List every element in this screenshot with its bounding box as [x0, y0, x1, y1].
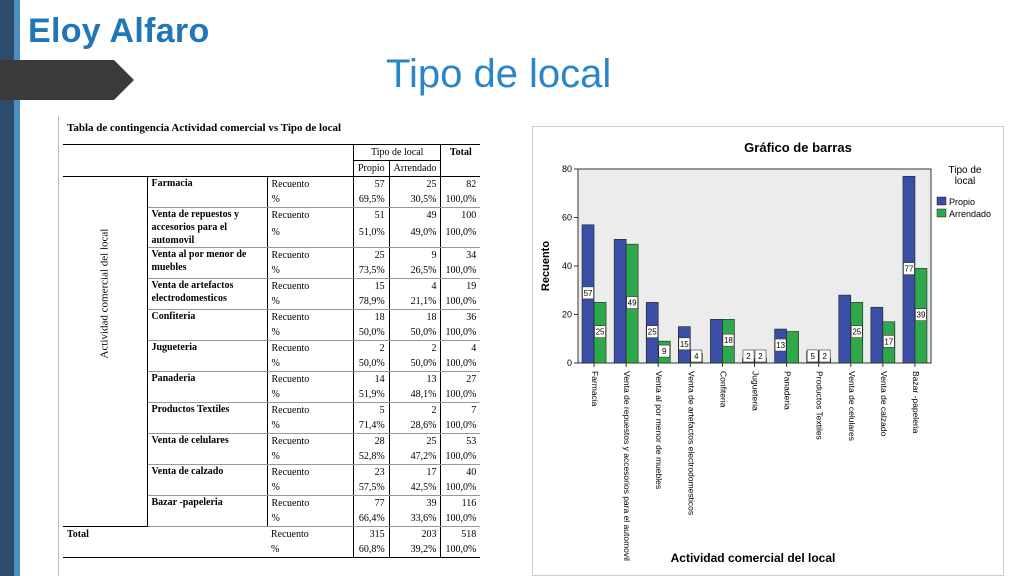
cell-total-count: 36: [441, 310, 480, 326]
row-category: Venta de celulares: [147, 434, 267, 465]
header-blank: [63, 145, 147, 161]
cell-total-pct: 100,0%: [441, 356, 480, 372]
row-label-count: Recuento: [267, 208, 354, 225]
cell-total-pct: 100,0%: [441, 480, 480, 496]
cell-arrendado-pct: 26,5%: [389, 263, 441, 279]
bar-propio: [839, 295, 851, 363]
row-label-pct: %: [267, 480, 354, 496]
cell-propio-pct: 51,9%: [354, 387, 390, 403]
cell-arrendado-pct: 48,1%: [389, 387, 441, 403]
cell-total-count: 82: [441, 177, 480, 193]
cell-total-count: 40: [441, 465, 480, 481]
cell-propio-pct: 78,9%: [354, 294, 390, 310]
row-label-pct: %: [267, 356, 354, 372]
cell-propio-pct: 69,5%: [354, 192, 390, 208]
y-tick-label: 0: [566, 358, 572, 368]
cell-total-count: 518: [441, 527, 480, 543]
row-category: Panaderia: [147, 372, 267, 403]
data-label: 39: [916, 310, 926, 320]
row-label-count: Recuento: [267, 248, 354, 264]
row-label-count: Recuento: [267, 465, 354, 481]
cell-total-pct: 100,0%: [441, 263, 480, 279]
x-tick-label: Farmacia: [590, 371, 601, 407]
row-category: Venta de calzado: [147, 465, 267, 496]
data-label: 18: [723, 336, 733, 346]
cell-propio-pct: 60,8%: [354, 542, 390, 558]
chart-title: Gráfico de barras: [744, 140, 852, 155]
legend-swatch-propio: [937, 197, 946, 205]
y-tick-label: 40: [561, 261, 572, 271]
row-category: Farmacia: [147, 177, 267, 208]
cell-total-count: 34: [441, 248, 480, 264]
data-label: 2: [758, 352, 763, 361]
row-label-pct: %: [267, 449, 354, 465]
cell-propio-count: 14: [374, 374, 385, 385]
row-axis-label: Actividad comercial del local: [98, 228, 111, 359]
legend-label: Propio: [949, 197, 976, 207]
row-label-count: Recuento: [267, 341, 354, 357]
row-axis-cell: [63, 177, 147, 527]
cell-total-pct: 100,0%: [441, 542, 480, 558]
header-blank: [63, 161, 147, 177]
cell-arrendado-pct: 39,2%: [389, 542, 441, 558]
header-blank: [147, 161, 267, 177]
row-label-pct: %: [267, 325, 354, 341]
cell-total-count: 53: [441, 434, 480, 450]
cell-arrendado-count: 25: [389, 177, 441, 193]
cell-propio-pct: 57,5%: [354, 480, 390, 496]
cell-propio-count: 57: [374, 179, 385, 190]
cell-arrendado-pct: 50,0%: [389, 325, 441, 341]
table-header-row: [63, 145, 480, 161]
cell-propio-count: 2: [379, 343, 385, 354]
cell-arrendado-pct: 33,6%: [389, 511, 441, 527]
cell-propio-count: 51: [374, 210, 385, 221]
data-label: 25: [852, 327, 862, 337]
cell-arrendado-count: 203: [389, 527, 441, 543]
cell-total-pct: 100,0%: [441, 192, 480, 208]
row-label-count: Recuento: [267, 177, 354, 193]
cell-arrendado-count: 4: [389, 279, 441, 295]
bar-arrendado: [787, 331, 799, 363]
x-tick-label: Jugueteria: [750, 371, 761, 411]
row-label-count: Recuento: [267, 372, 354, 388]
row-category: Venta de repuestos y accesorios para el automovil: [147, 208, 267, 248]
cell-arrendado-count: 39: [389, 496, 441, 512]
x-tick-label: Venta de celulares: [846, 371, 857, 441]
slide-title: Tipo de local: [386, 52, 612, 96]
cell-total-pct: 100,0%: [441, 418, 480, 434]
row-label-pct: %: [267, 192, 354, 208]
x-tick-label: Venta de calzado: [878, 371, 889, 437]
cell-arrendado-pct: 42,5%: [389, 480, 441, 496]
cell-arrendado-count: 2: [389, 341, 441, 357]
cell-arrendado-count: 9: [389, 248, 441, 264]
cell-total-count: 100: [441, 208, 480, 225]
legend-title-line2: local: [954, 176, 976, 187]
x-tick-label: Panaderia: [782, 371, 793, 410]
bar-propio: [710, 319, 722, 363]
cell-arrendado-count: 17: [389, 465, 441, 481]
row-label-pct: %: [267, 225, 354, 248]
y-tick-label: 20: [561, 309, 572, 320]
row-category: Productos Textiles: [147, 403, 267, 434]
row-label-count: Recuento: [267, 434, 354, 450]
row-label-count: Recuento: [267, 279, 354, 295]
cell-arrendado-count: 2: [389, 403, 441, 419]
header-blank: [267, 145, 354, 161]
cell-propio-pct: 52,8%: [354, 449, 390, 465]
cell-propio-pct: 50,0%: [354, 325, 390, 341]
cell-arrendado-count: 13: [389, 372, 441, 388]
data-label: 13: [776, 341, 786, 351]
table-total-row: [63, 527, 480, 543]
arrendado-header: Arrendado: [389, 161, 441, 177]
x-tick-label: Venta de repuestos y accesorios para el automovil: [622, 371, 633, 561]
data-label: 77: [904, 264, 914, 274]
legend-title-line1: Tipo de: [948, 165, 982, 176]
row-category: Venta al por menor de muebles: [147, 248, 267, 279]
data-label: 2: [746, 352, 751, 361]
cell-arrendado-pct: 47,2%: [389, 449, 441, 465]
cell-propio-pct: 50,0%: [354, 356, 390, 372]
decorative-arrow: [0, 60, 134, 100]
cell-arrendado-pct: 30,5%: [389, 192, 441, 208]
cell-total-count: 116: [441, 496, 480, 512]
cell-propio-count: 315: [369, 529, 385, 540]
x-tick-label: Confiteria: [718, 371, 729, 408]
cell-propio-count: 5: [379, 405, 385, 416]
tipo-local-header: Tipo de local: [354, 145, 441, 161]
y-tick-label: 60: [561, 212, 572, 223]
bar-chart-panel: [532, 126, 1004, 576]
total-label: Total: [63, 527, 267, 558]
cell-total-count: 7: [441, 403, 480, 419]
row-label-pct: %: [267, 263, 354, 279]
contingency-table-panel: [58, 116, 527, 576]
x-axis-label: Actividad comercial del local: [670, 551, 836, 565]
cell-arrendado-count: 49: [389, 208, 441, 225]
cell-propio-count: 77: [374, 498, 385, 509]
legend-swatch-arrendado: [937, 209, 946, 217]
cell-propio-count: 28: [374, 436, 385, 447]
row-label-count: Recuento: [267, 310, 354, 326]
data-label: 4: [694, 352, 699, 361]
cell-total-pct: 100,0%: [441, 294, 480, 310]
data-label: 9: [662, 347, 667, 357]
cell-arrendado-pct: 28,6%: [389, 418, 441, 434]
row-label-pct: %: [267, 542, 354, 558]
cell-arrendado-pct: 21,1%: [389, 294, 441, 310]
table-subheader-row: [63, 161, 480, 177]
bar-chart: [533, 127, 1003, 575]
x-tick-label: Productos Textiles: [814, 371, 825, 440]
propio-header: Propio: [354, 161, 390, 177]
row-label-pct: %: [267, 511, 354, 527]
cell-propio-count: 23: [374, 467, 385, 478]
cell-total-pct: 100,0%: [441, 511, 480, 527]
row-label-pct: %: [267, 294, 354, 310]
row-label-count: Recuento: [267, 403, 354, 419]
row-category: Venta de artefactos electrodomesticos: [147, 279, 267, 310]
header-blank: [147, 145, 267, 161]
total-header: Total: [441, 145, 480, 161]
cell-propio-pct: 66,4%: [354, 511, 390, 527]
row-category: Bazar -papeleria: [147, 496, 267, 527]
cell-arrendado-pct: 49,0%: [389, 225, 441, 248]
row-category: Jugueteria: [147, 341, 267, 372]
table-row: [63, 177, 480, 193]
x-tick-label: Bazar -papeleria: [910, 371, 921, 434]
brand-title: Eloy Alfaro: [28, 12, 210, 50]
row-label-count: Recuento: [267, 496, 354, 512]
cell-arrendado-pct: 50,0%: [389, 356, 441, 372]
cell-propio-pct: 73,5%: [354, 263, 390, 279]
cell-total-pct: 100,0%: [441, 225, 480, 248]
legend-label: Arrendado: [949, 209, 992, 219]
data-label: 17: [884, 337, 894, 347]
data-label: 49: [627, 298, 637, 308]
cell-total-pct: 100,0%: [441, 325, 480, 341]
cell-arrendado-count: 25: [389, 434, 441, 450]
cell-arrendado-count: 18: [389, 310, 441, 326]
cell-propio-pct: 71,4%: [354, 418, 390, 434]
header-blank: [267, 161, 354, 177]
x-tick-label: Venta al por menor de muebles: [654, 371, 665, 490]
y-axis-label: Recuento: [540, 240, 552, 292]
cell-propio-count: 25: [374, 250, 385, 261]
row-label-count: Recuento: [267, 527, 354, 543]
cell-total-pct: 100,0%: [441, 449, 480, 465]
data-label: 2: [822, 352, 827, 361]
cell-total-pct: 100,0%: [441, 387, 480, 403]
data-label: 25: [647, 327, 657, 337]
data-label: 15: [679, 339, 689, 349]
cell-total-count: 19: [441, 279, 480, 295]
data-label: 57: [583, 288, 593, 298]
row-label-pct: %: [267, 387, 354, 403]
row-category: Confiteria: [147, 310, 267, 341]
cell-propio-count: 15: [374, 281, 385, 292]
total-subheader: [441, 161, 480, 177]
data-label: 25: [595, 327, 605, 337]
cell-total-count: 27: [441, 372, 480, 388]
y-tick-label: 80: [561, 164, 572, 174]
bar-propio: [614, 239, 626, 363]
contingency-table: [63, 144, 480, 558]
data-label: 5: [810, 351, 815, 361]
row-label-pct: %: [267, 418, 354, 434]
cell-total-count: 4: [441, 341, 480, 357]
cell-propio-count: 18: [374, 312, 385, 323]
bar-propio: [871, 307, 883, 363]
table-caption: Tabla de contingencia Actividad comercial vs Tipo de local: [67, 122, 342, 134]
cell-propio-pct: 51,0%: [354, 225, 390, 248]
x-tick-label: Venta de artefactos electrodomesticos: [686, 371, 697, 516]
